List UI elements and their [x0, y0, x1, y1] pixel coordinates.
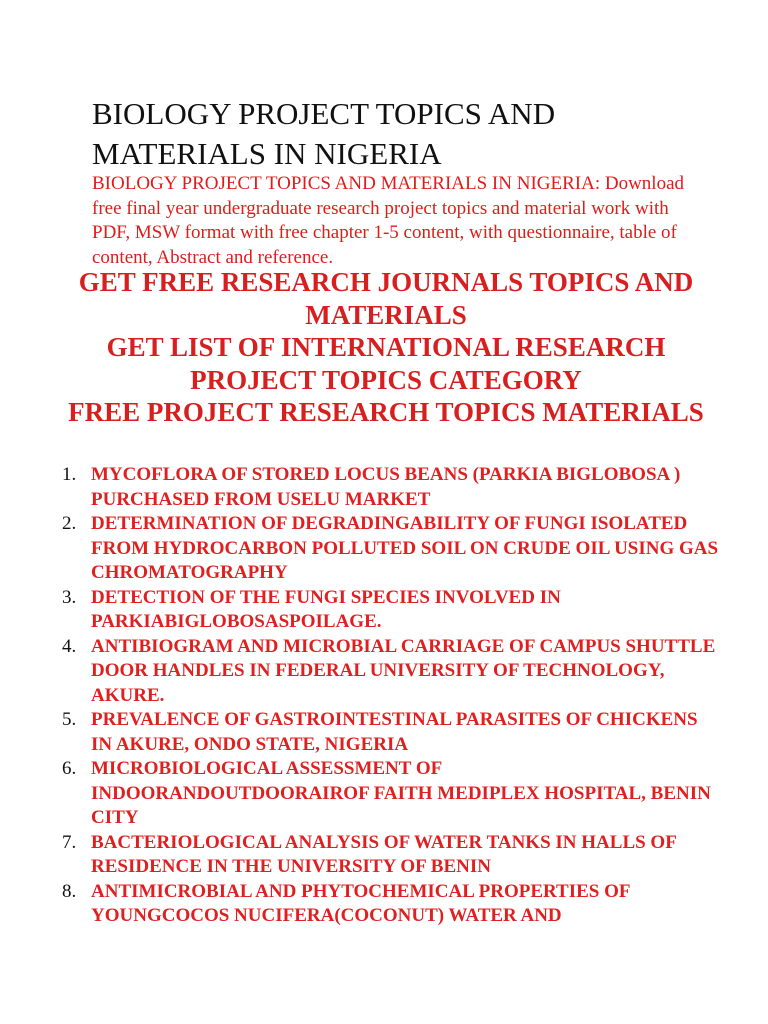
list-item-text: ANTIMICROBIAL AND PHYTOCHEMICAL PROPERTIES OF YOUNGCOCOS NUCIFERA(COCONUT) WATER AND [91, 880, 630, 926]
list-item-number: 5. [62, 709, 77, 730]
list-item-number: 4. [62, 635, 77, 657]
list-item-text: PREVALENCE OF GASTROINTESTINAL PARASITES OF CHICKENS IN AKURE, ONDO STATE, NIGERIA [91, 709, 698, 755]
list-item-number: 6. [62, 758, 77, 779]
list-item-text: MICROBIOLOGICAL ASSESSMENT OF INDOORANDOUTDOORAIROF FAITH MEDIPLEX HOSPITAL, BENIN CITY [91, 758, 711, 828]
list-item-text: DETECTION OF THE FUNGI SPECIES INVOLVED IN PARKIABIGLOBOSASPOILAGE. [91, 586, 561, 632]
list-item [60, 463, 720, 512]
list-item-number: 2. [62, 513, 77, 534]
section-headings [60, 266, 712, 429]
list-item [60, 635, 720, 709]
list-item-text: BACTERIOLOGICAL ANALYSIS OF WATER TANKS IN HALLS OF RESIDENCE IN THE UNIVERSITY OF BENIN [91, 831, 677, 877]
list-item [60, 512, 720, 586]
list-item-number: 8. [62, 880, 77, 902]
topic-list [60, 463, 720, 929]
list-item [60, 708, 720, 757]
list-item-number: 1. [62, 464, 77, 485]
heading-research-journals: GET FREE RESEARCH JOURNALS TOPICS AND MATERIALS [78, 267, 694, 330]
intro-paragraph: BIOLOGY PROJECT TOPICS AND MATERIALS IN NIGERIA: Download free final year undergraduate research project topics and material work with PDF, MSW format with free chapter 1-5 content, with questionnaire, table of content, Abstract and reference. [92, 173, 685, 268]
list-item-text: ANTIBIOGRAM AND MICROBIAL CARRIAGE OF CAMPUS SHUTTLE DOOR HANDLES IN FEDERAL UNIVERSITY OF TECHNOLOGY, AKURE. [91, 635, 716, 706]
page-title: BIOLOGY PROJECT TOPICS AND MATERIALS IN NIGERIA [92, 96, 556, 171]
list-item [60, 757, 720, 831]
list-item-text: MYCOFLORA OF STORED LOCUS BEANS (PARKIA BIGLOBOSA ) PURCHASED FROM USELU MARKET [91, 464, 681, 510]
list-item-number: 3. [62, 586, 77, 608]
list-item-text: DETERMINATION OF DEGRADINGABILITY OF FUNGI ISOLATED FROM HYDROCARBON POLLUTED SOIL ON CRUDE OIL USING GAS CHROMATOGRAPHY [91, 513, 719, 583]
list-item [60, 880, 720, 929]
heading-free-project-topics: FREE PROJECT RESEARCH TOPICS MATERIALS [68, 397, 704, 427]
list-item [60, 831, 720, 880]
list-item [60, 586, 720, 635]
list-item-number: 7. [62, 831, 77, 853]
heading-international-topics: GET LIST OF INTERNATIONAL RESEARCH PROJECT TOPICS CATEGORY [106, 332, 666, 395]
